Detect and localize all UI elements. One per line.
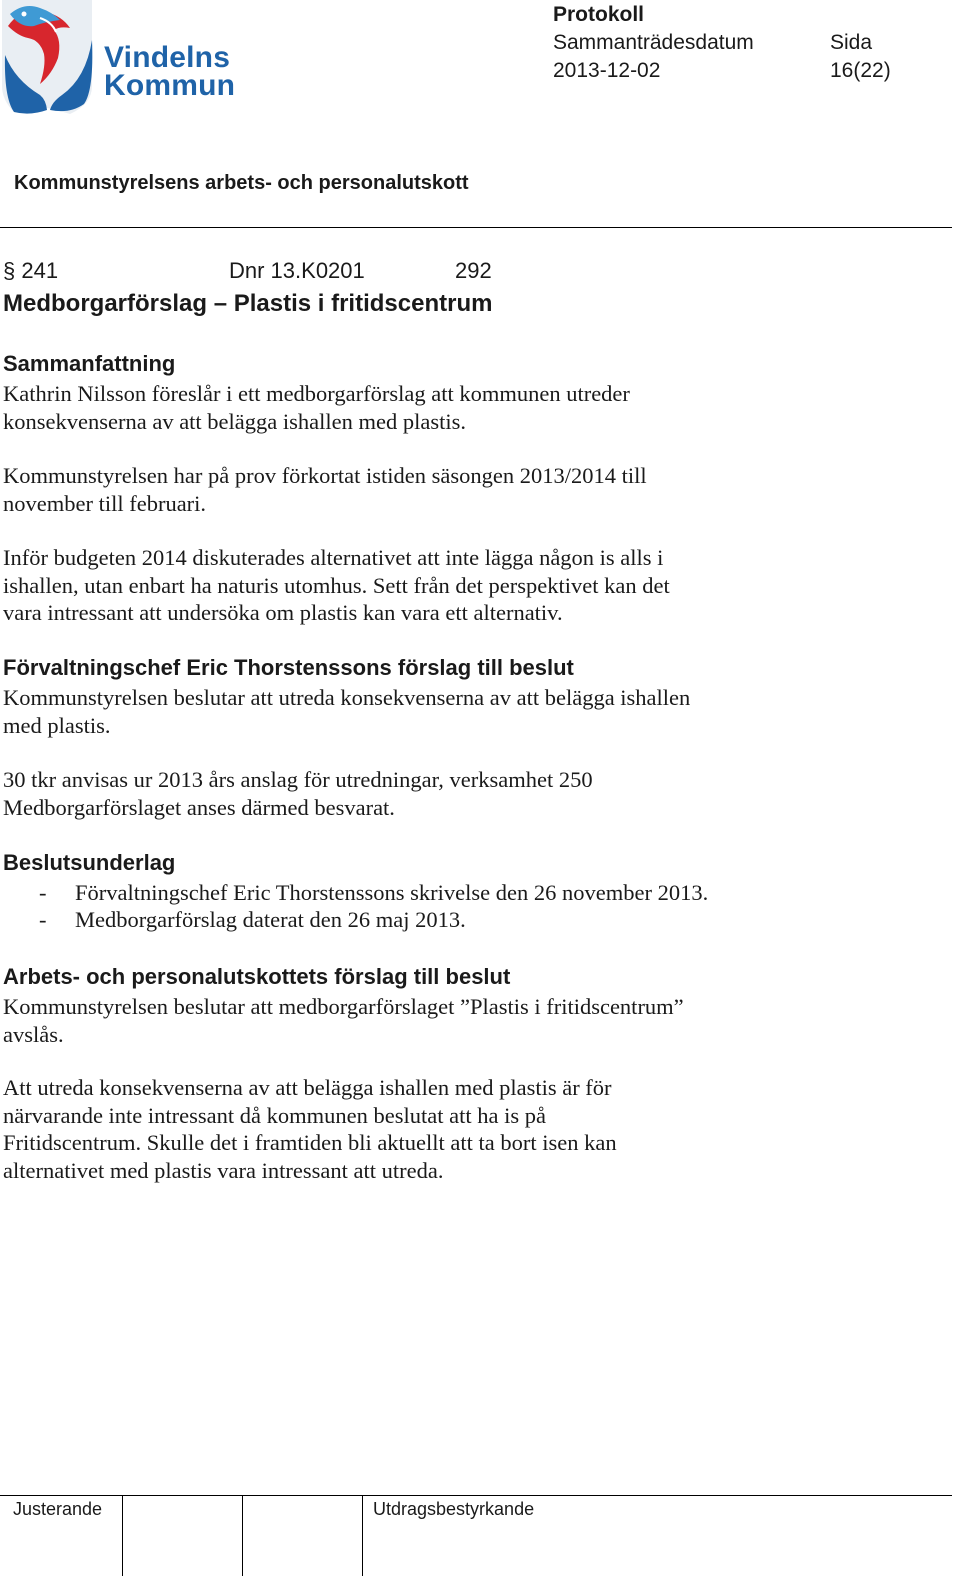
summary-paragraph-3: [3, 544, 843, 627]
meeting-date: 2013-12-02: [553, 59, 661, 82]
logo-line-2: Kommun: [104, 69, 236, 102]
text-line: konsekvenserna av att belägga ishallen med plastis.: [3, 408, 466, 434]
footer-cell-border: [122, 1495, 123, 1576]
diary-sub-number: 292: [455, 258, 492, 283]
text-line: Fritidscentrum. Skulle det i framtiden bli aktuellt att ta bort isen kan: [3, 1130, 617, 1155]
committee-proposal-heading: Arbets- och personalutskottets förslag till beslut: [3, 964, 511, 989]
text-line: Kommunstyrelsen beslutar att medborgarförslaget ”Plastis i fritidscentrum”: [3, 994, 684, 1019]
summary-paragraph-1: [3, 380, 843, 435]
proposal-heading: Förvaltningschef Eric Thorstenssons förslag till beslut: [3, 655, 574, 680]
text-line: Att utreda konsekvenserna av att belägga ishallen med plastis är för: [3, 1075, 612, 1100]
paragraph-number: § 241: [3, 258, 59, 283]
header-divider: [0, 227, 952, 228]
proposal-paragraph-1: [3, 684, 843, 739]
proposal-paragraph-2: [3, 766, 843, 821]
text-line: närvarande inte intressant då kommunen beslutat att ha is på: [3, 1102, 546, 1128]
meeting-date-label: Sammanträdesdatum: [553, 31, 754, 54]
text-line: ishallen, utan enbart ha naturis utomhus. Sett från det perspektivet kan det: [3, 572, 670, 598]
document-type: Protokoll: [553, 3, 645, 26]
footer-cell-border: [362, 1495, 363, 1576]
summary-paragraph-2: [3, 462, 843, 517]
vindeln-logo: [0, 0, 250, 118]
text-line: Kommunstyrelsen beslutar att utreda konsekvenserna av att belägga ishallen: [3, 685, 691, 710]
list-bullet: -: [39, 907, 47, 932]
footer-justerande-label: Justerande: [13, 1499, 103, 1519]
fish-emblem-icon: [0, 0, 100, 118]
text-line: november till februari.: [3, 490, 207, 516]
list-bullet: -: [39, 880, 47, 905]
page-number: 16(22): [830, 59, 891, 82]
committee-paragraph-1: [3, 993, 843, 1048]
text-line: Medborgarförslaget anses därmed besvarat.: [3, 794, 395, 820]
text-line: avslås.: [3, 1021, 64, 1047]
basis-heading: Beslutsunderlag: [3, 850, 176, 875]
text-line: 30 tkr anvisas ur 2013 års anslag för utredningar, verksamhet 250: [3, 767, 593, 792]
logo-line-1: Vindelns: [104, 41, 231, 74]
text-line: alternativet med plastis vara intressant att utreda.: [3, 1157, 444, 1183]
text-line: med plastis.: [3, 712, 111, 738]
list-item-text: Medborgarförslag daterat den 26 maj 2013.: [75, 907, 466, 932]
text-line: Kathrin Nilsson föreslår i ett medborgarförslag att kommunen utreder: [3, 381, 630, 406]
committee-name: Kommunstyrelsens arbets- och personalutskott: [14, 172, 469, 194]
page-label: Sida: [830, 31, 873, 54]
committee-paragraph-2: [3, 1074, 843, 1184]
diary-number: Dnr 13.K0201: [229, 258, 365, 283]
text-line: vara intressant att undersöka om plastis kan vara ett alternativ.: [3, 600, 563, 625]
summary-heading: Sammanfattning: [3, 351, 176, 376]
footer-cell-border: [242, 1495, 243, 1576]
footer-utdrag-label: Utdragsbestyrkande: [373, 1499, 535, 1519]
list-item-text: Förvaltningschef Eric Thorstenssons skrivelse den 26 november 2013.: [75, 880, 709, 905]
text-line: Inför budgeten 2014 diskuterades alternativet att inte lägga någon is alls i: [3, 545, 664, 570]
footer-divider: [0, 1495, 952, 1496]
text-line: Kommunstyrelsen har på prov förkortat istiden säsongen 2013/2014 till: [3, 463, 647, 488]
case-title: Medborgarförslag – Plastis i fritidscentrum: [3, 290, 493, 317]
